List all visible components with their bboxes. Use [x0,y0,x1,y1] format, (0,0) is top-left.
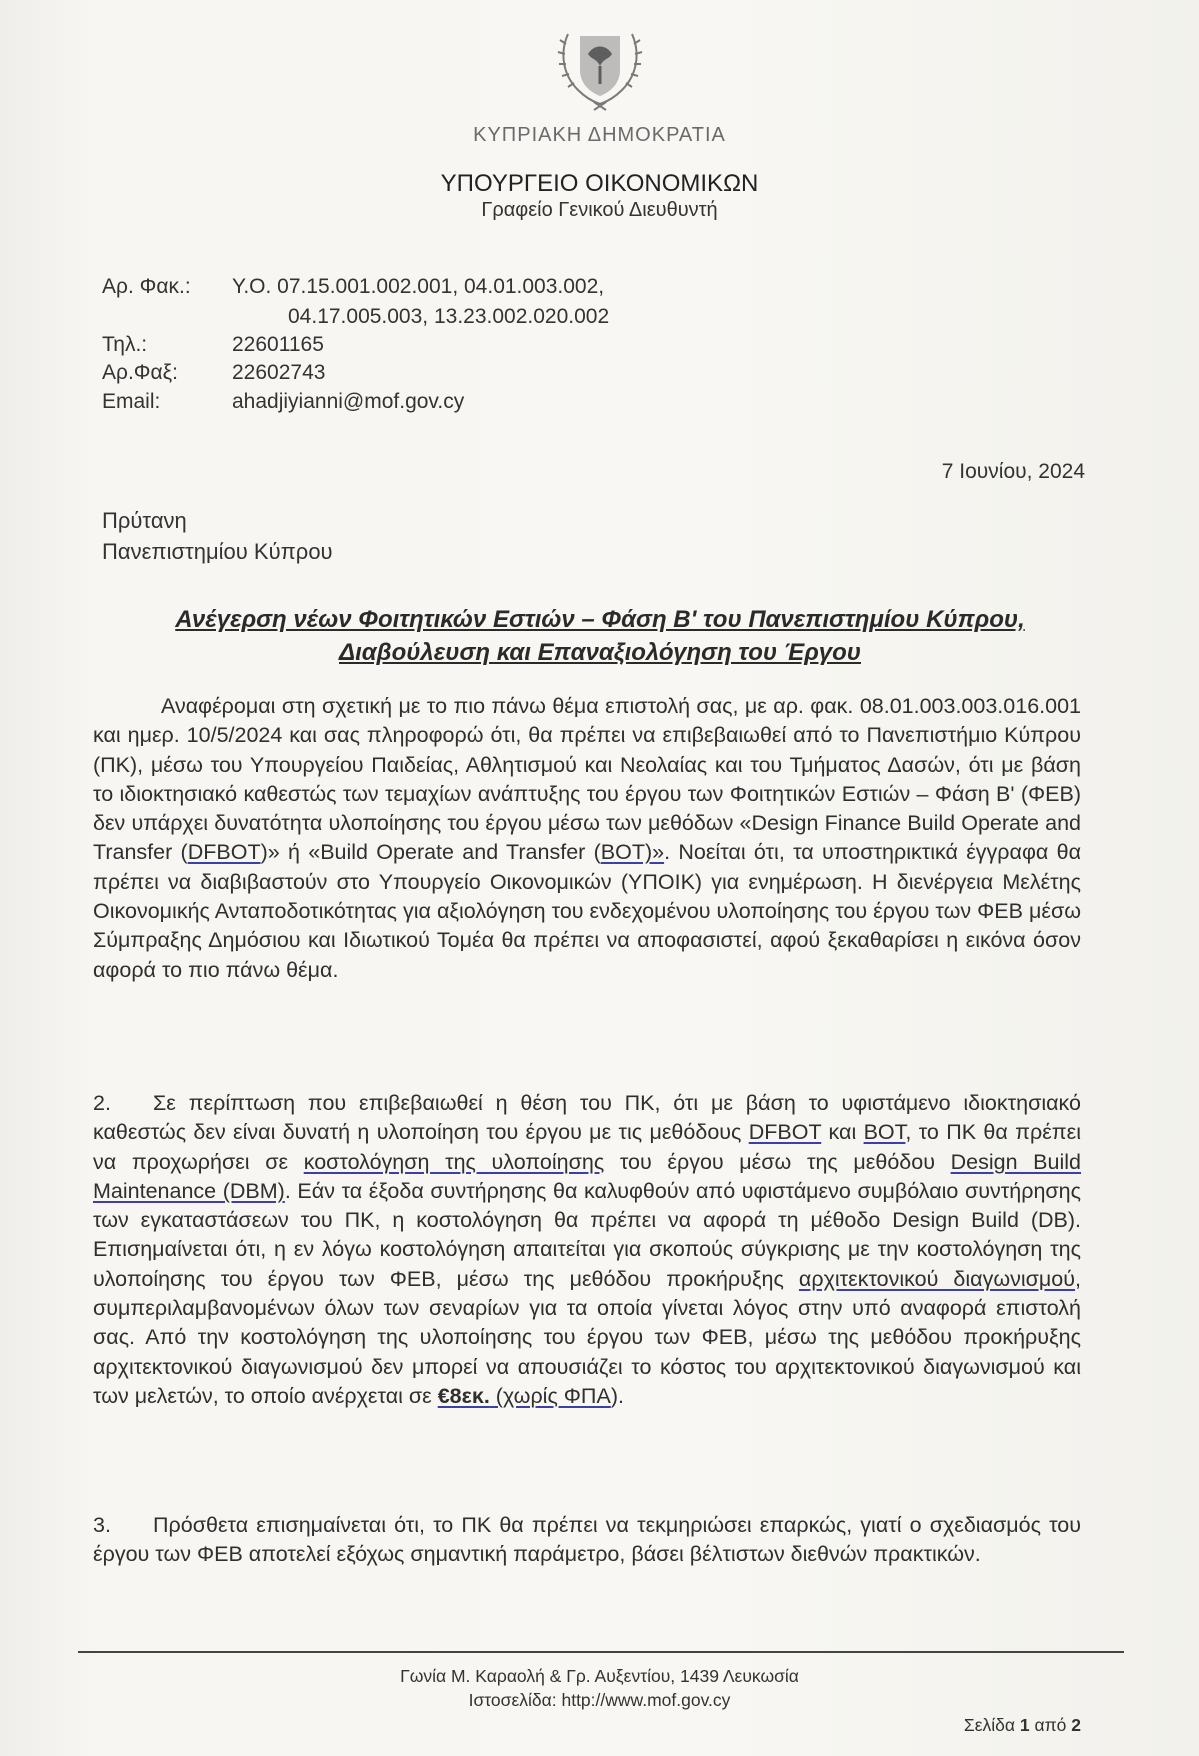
paragraph-1 [93,692,1081,985]
ministry-heading: ΥΠΟΥΡΓΕΙΟ ΟΙΚΟΝΟΜΙΚΩΝ [440,170,759,197]
p2-underline-costing: κοστολόγηση της υλοποίησης [303,1149,605,1174]
p1-underline-dfbot: DFBOT [187,840,261,865]
page-current: 1 [1019,1715,1030,1735]
p2-text-6: , συμπεριλαμβανομένων όλων των σεναρίων για τα οποία γίνεται λόγος στην υπό αναφορά επιστολή σας. Από την κοστολόγηση της υλοποίησης του έργου των ΦΕΒ, μέσω της μεθόδου προκήρυξης αρχιτεκτονικού διαγωνισμού δεν μπορεί να απουσιάζει το κόστος του αρχιτεκτονικού διαγωνισμού και των μελετών, το οποίο ανέρχεται σε [93,1266,1081,1408]
footer-divider [78,1651,1124,1653]
p2-text-2: και [821,1120,864,1145]
page-mid: από [1029,1715,1072,1735]
p2-underline-dbm: Design Build Maintenance (DBM) [93,1149,1081,1203]
letter-subject [100,603,1100,669]
p2-text-4: του έργου μέσω της μεθόδου [604,1149,951,1174]
fax-label: Αρ.Φαξ: [102,361,178,384]
office-subheading: Γραφείο Γενικού Διευθυντή [481,199,718,221]
p2-number: 2. [93,1091,111,1115]
subject-line-2: Διαβούλευση και Επαναξιολόγηση του Έργου [339,639,861,666]
tel-row [102,333,324,357]
email-label: Email: [102,390,161,413]
p3-text-1: Πρόσθετα επισημαίνεται ότι, το ΠΚ θα πρέπει να τεκμηριώσει επαρκώς, γιατί ο σχεδιασμός του έργου των ΦΕΒ αποτελεί εξόχως σημαντική παράμετρο, βάσει βέλτιστων διεθνών πρακτικών. [93,1513,1081,1567]
file-ref-label: Αρ. Φακ.: [102,275,191,298]
file-ref-row [102,275,604,299]
file-ref-value-1: Υ.Ο. 07.15.001.002.001, 04.01.003.002, [232,275,605,298]
footer-website: Ιστοσελίδα: http://www.mof.gov.cy [468,1690,731,1710]
email-row [102,390,464,414]
fax-value: 22602743 [232,361,326,384]
tel-value: 22601165 [232,333,324,356]
page-number [964,1715,1081,1736]
republic-heading: ΚΥΠΡΙΑΚΗ ΔΗΜΟΚΡΑΤΙΑ [473,124,726,146]
page-total: 2 [1071,1715,1081,1735]
fax-row [102,361,325,385]
paragraph-2 [93,1089,1081,1411]
cyprus-emblem-icon [548,14,652,114]
page-prefix: Σελίδα [963,1715,1020,1735]
recipient-title: Πρύτανη [102,508,187,533]
p2-underline-bot: BOT [863,1120,906,1145]
footer-address: Γωνία Μ. Καραολή & Γρ. Αυξεντίου, 1439 Λευκωσία [400,1666,799,1686]
email-value: ahadjiyianni@mof.gov.cy [232,390,465,413]
p2-text-5: . Εάν τα έξοδα συντήρησης θα καλυφθούν από υφιστάμενο συμβόλαιο συντήρησης των εγκαταστάσεων του ΠΚ, η κοστολόγηση θα πρέπει να αφορά τη μέθοδο Design Build (DB). Επισημαίνεται ότι, η εν λόγω κοστολόγηση απαιτείται για σκοπούς σύγκρισης με την κοστολόγηση της υλοποίησης του έργου των ΦΕΒ, μέσω της μεθόδου προκήρυξης [93,1178,1081,1291]
p2-cost-amount: €8εκ. [437,1383,490,1408]
p2-underline-competition: αρχιτεκτονικού διαγωνισμού [798,1266,1076,1291]
p1-underline-bot: BOT)» [600,840,665,865]
p2-underline-dfbot: DFBOT [748,1120,822,1145]
recipient-org: Πανεπιστημίου Κύπρου [102,539,333,564]
p1-text-2: )» ή «Build Operate and Transfer ( [260,840,601,865]
subject-line-1: Ανέγερση νέων Φοιτητικών Εστιών – Φάση Β' του Πανεπιστημίου Κύπρου, [175,606,1025,633]
p3-number: 3. [93,1513,111,1537]
p1-text-1: Αναφέρομαι στη σχετική με το πιο πάνω θέμα επιστολή σας, με αρ. φακ. 08.01.003.003.016.001 και ημερ. 10/5/2024 και σας πληροφορώ ότι, θα πρέπει να επιβεβαιωθεί από το Πανεπιστήμιο Κύπρου (ΠΚ), μέσω του Υπουργείου Παιδείας, Αθλητισμού και Νεολαίας και του Τμήματος Δασών, ότι με βάση το ιδιοκτησιακό καθεστώς των τεμαχίων ανάπτυξης του έργου των Φοιτητικών Εστιών – Φάση Β' (ΦΕΒ) δεν υπάρχει δυνατότητα υλοποίησης του έργου μέσω των μεθόδων «Design Finance Build Operate and Transfer ( [93,694,1081,865]
p1-text-3: . Νοείται ότι, τα υποστηρικτικά έγγραφα θα πρέπει να διαβιβαστούν στο Υπουργείο Οικονομικών (ΥΠΟΙΚ) για ενημέρωση. Η διενέργεια Μελέτης Οικονομικής Ανταποδοτικότητας για αξιολόγηση του ενδεχομένου υλοποίησης του έργου των ΦΕΒ μέσω Σύμπραξης Δημόσιου και Ιδιωτικού Τομέα θα πρέπει να αποφασιστεί, αφού ξεκαθαρίσει η εικόνα όσον αφορά το πιο πάνω θέμα. [93,840,1081,982]
p2-text-7: ). [610,1383,624,1408]
p2-underline-vat: (χωρίς ΦΠΑ [489,1383,611,1408]
paragraph-3 [93,1511,1081,1570]
p2-text-3: , το ΠΚ θα πρέπει να προχωρήσει σε [93,1120,1081,1174]
p2-text-1: Σε περίπτωση που επιβεβαιωθεί η θέση του ΠΚ, ότι με βάση το υφιστάμενο ιδιοκτησιακό καθεστώς δεν είναι δυνατή η υλοποίηση του έργου με τις μεθόδους [93,1091,1081,1145]
letter-date: 7 Ιουνίου, 2024 [941,460,1085,483]
file-ref-value-2: 04.17.005.003, 13.23.002.020.002 [288,305,610,328]
tel-label: Τηλ.: [102,333,148,356]
